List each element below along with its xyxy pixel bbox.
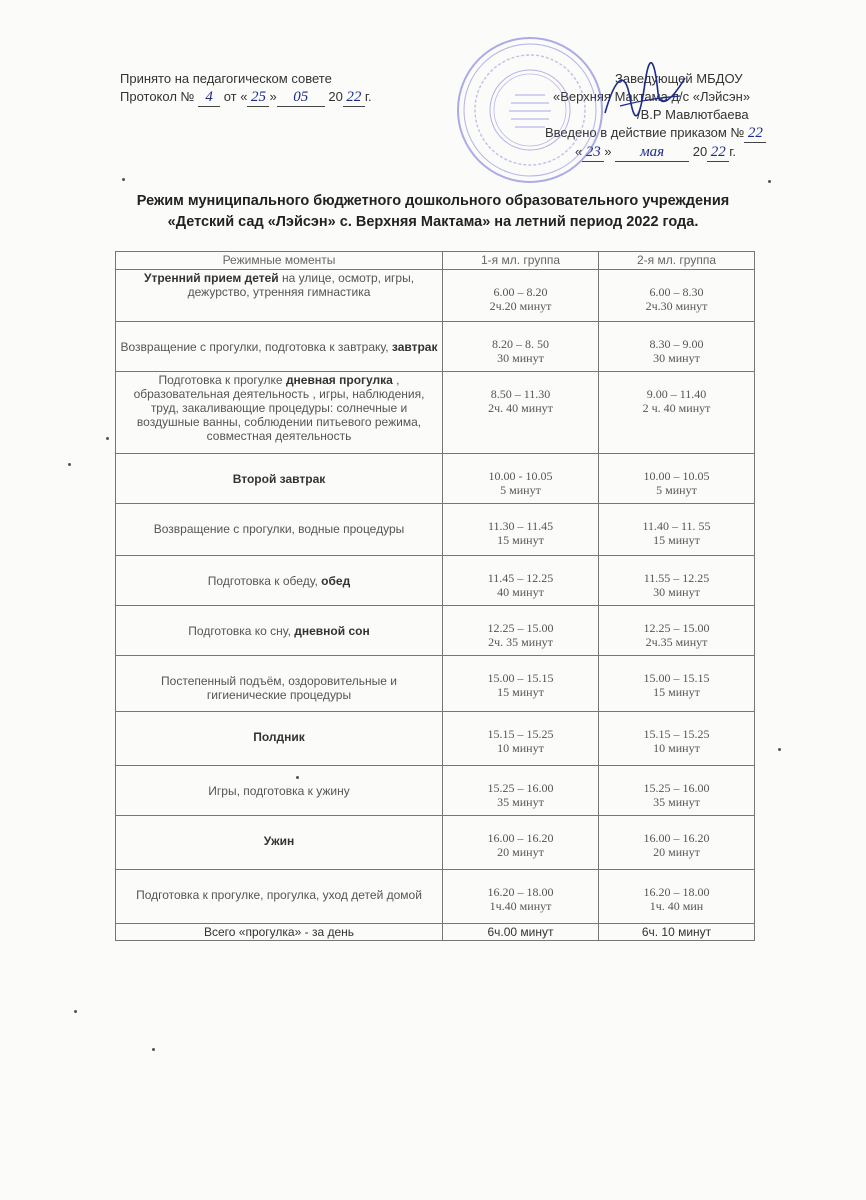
row-group2: 6.00 – 8.30 2ч.30 минут: [599, 270, 755, 322]
speck: [68, 463, 71, 466]
row-group2: 11.55 – 12.25 30 минут: [599, 556, 755, 606]
table-row: [116, 270, 755, 322]
speck: [296, 776, 299, 779]
row-moment: Возвращение с прогулки, подготовка к завтраку, завтрак: [116, 322, 443, 372]
protocol-year-prefix: 20: [328, 89, 343, 104]
row-moment: Полдник: [116, 712, 443, 766]
table-row: [116, 870, 755, 924]
speck: [768, 180, 771, 183]
speck: [106, 437, 109, 440]
col-header-group2: 2-я мл. группа: [599, 252, 755, 270]
row-moment: Утренний прием детей на улице, осмотр, игры, дежурство, утренняя гимнастика: [116, 270, 443, 322]
row-group2: 10.00 – 10.05 5 минут: [599, 454, 755, 504]
row-moment: Постепенный подъём, оздоровительные и гигиенические процедуры: [116, 656, 443, 712]
table-row: [116, 766, 755, 816]
row-group2: 16.20 – 18.00 1ч. 40 мин: [599, 870, 755, 924]
speck: [778, 748, 781, 751]
institution-stamp: [455, 35, 605, 185]
table-row: [116, 816, 755, 870]
order-date-month: мая: [615, 143, 689, 162]
head-name: /В.Р Мавлютбаева: [637, 107, 749, 122]
col-header-moments: Режимные моменты: [116, 252, 443, 270]
protocol-number: 4: [198, 88, 220, 107]
total-group2: 6ч. 10 минут: [599, 924, 755, 941]
order-year: 22: [707, 143, 729, 162]
protocol-prefix: Протокол №: [120, 89, 195, 104]
col-header-group1: 1-я мл. группа: [443, 252, 599, 270]
table-row: [116, 504, 755, 556]
header-left-block: [120, 70, 372, 107]
row-group2: 8.30 – 9.00 30 минут: [599, 322, 755, 372]
row-group1: 8.50 – 11.30 2ч. 40 минут: [443, 372, 599, 454]
table-row: [116, 322, 755, 372]
row-group2: 11.40 – 11. 55 15 минут: [599, 504, 755, 556]
order-date-close: »: [604, 144, 612, 159]
head-title: Заведующей МБДОУ: [615, 71, 743, 86]
row-group2: 12.25 – 15.00 2ч.35 минут: [599, 606, 755, 656]
table-header-row: [116, 252, 755, 270]
protocol-line: [120, 88, 372, 107]
total-group1: 6ч.00 минут: [443, 924, 599, 941]
protocol-month: 05: [277, 88, 325, 107]
row-moment: Ужин: [116, 816, 443, 870]
row-moment: Второй завтрак: [116, 454, 443, 504]
row-group2: 15.15 – 15.25 10 минут: [599, 712, 755, 766]
row-group2: 16.00 – 16.20 20 минут: [599, 816, 755, 870]
row-moment: Игры, подготовка к ужину: [116, 766, 443, 816]
row-group1: 16.20 – 18.00 1ч.40 минут: [443, 870, 599, 924]
order-number: 22: [744, 124, 766, 143]
order-date-day: 23: [582, 143, 604, 162]
total-label: Всего «прогулка» - за день: [116, 924, 443, 941]
table-row: [116, 712, 755, 766]
speck: [122, 178, 125, 181]
order-prefix: Введено в действие приказом №: [545, 125, 745, 140]
document-title-line2: «Детский сад «Лэйсэн» с. Верхняя Мактама» на летний период 2022 года.: [167, 214, 699, 230]
table-row: [116, 606, 755, 656]
pedsovet-label: Принято на педагогическом совете: [120, 71, 332, 86]
speck: [74, 1010, 77, 1013]
protocol-day: 25: [247, 88, 269, 107]
protocol-year-suffix: г.: [364, 89, 372, 104]
protocol-quote: »: [269, 89, 277, 104]
row-group1: 15.00 – 15.15 15 минут: [443, 656, 599, 712]
row-moment: Подготовка к обеду, обед: [116, 556, 443, 606]
row-group1: 6.00 – 8.20 2ч.20 минут: [443, 270, 599, 322]
row-group2: 9.00 – 11.40 2 ч. 40 минут: [599, 372, 755, 454]
row-group1: 16.00 – 16.20 20 минут: [443, 816, 599, 870]
row-group1: 10.00 - 10.05 5 минут: [443, 454, 599, 504]
row-group1: 11.30 – 11.45 15 минут: [443, 504, 599, 556]
table-row: [116, 656, 755, 712]
table-row: [116, 454, 755, 504]
row-group1: 8.20 – 8. 50 30 минут: [443, 322, 599, 372]
institution-name: «Верхняя Мактама д/с «Лэйсэн»: [553, 89, 751, 104]
row-moment: Возвращение с прогулки, водные процедуры: [116, 504, 443, 556]
row-group1: 11.45 – 12.25 40 минут: [443, 556, 599, 606]
document-title-line1: Режим муниципального бюджетного дошкольного образовательного учреждения: [136, 193, 730, 209]
signature: [600, 58, 690, 128]
schedule-table: [115, 251, 755, 941]
order-year-prefix: 20: [692, 144, 708, 159]
order-year-suffix: г.: [729, 144, 736, 159]
table-row: [116, 556, 755, 606]
total-row: [116, 924, 755, 941]
row-group1: 15.15 – 15.25 10 минут: [443, 712, 599, 766]
row-moment: Подготовка к прогулке дневная прогулка , образовательная деятельность , игры, наблюдения, труд, закаливающие процедуры: солнечные и воздушные ванны, соблюдении питьевого режима, совместная деятельность: [116, 372, 443, 454]
row-group2: 15.25 – 16.00 35 минут: [599, 766, 755, 816]
row-group1: 15.25 – 16.00 35 минут: [443, 766, 599, 816]
row-moment: Подготовка к прогулке, прогулка, уход детей домой: [116, 870, 443, 924]
table-row: [116, 372, 755, 454]
protocol-year: 22: [343, 88, 365, 107]
speck: [152, 1048, 155, 1051]
row-group1: 12.25 – 15.00 2ч. 35 минут: [443, 606, 599, 656]
order-date-open: «: [575, 144, 583, 159]
row-group2: 15.00 – 15.15 15 минут: [599, 656, 755, 712]
protocol-from: от «: [223, 89, 248, 104]
row-moment: Подготовка ко сну, дневной сон: [116, 606, 443, 656]
